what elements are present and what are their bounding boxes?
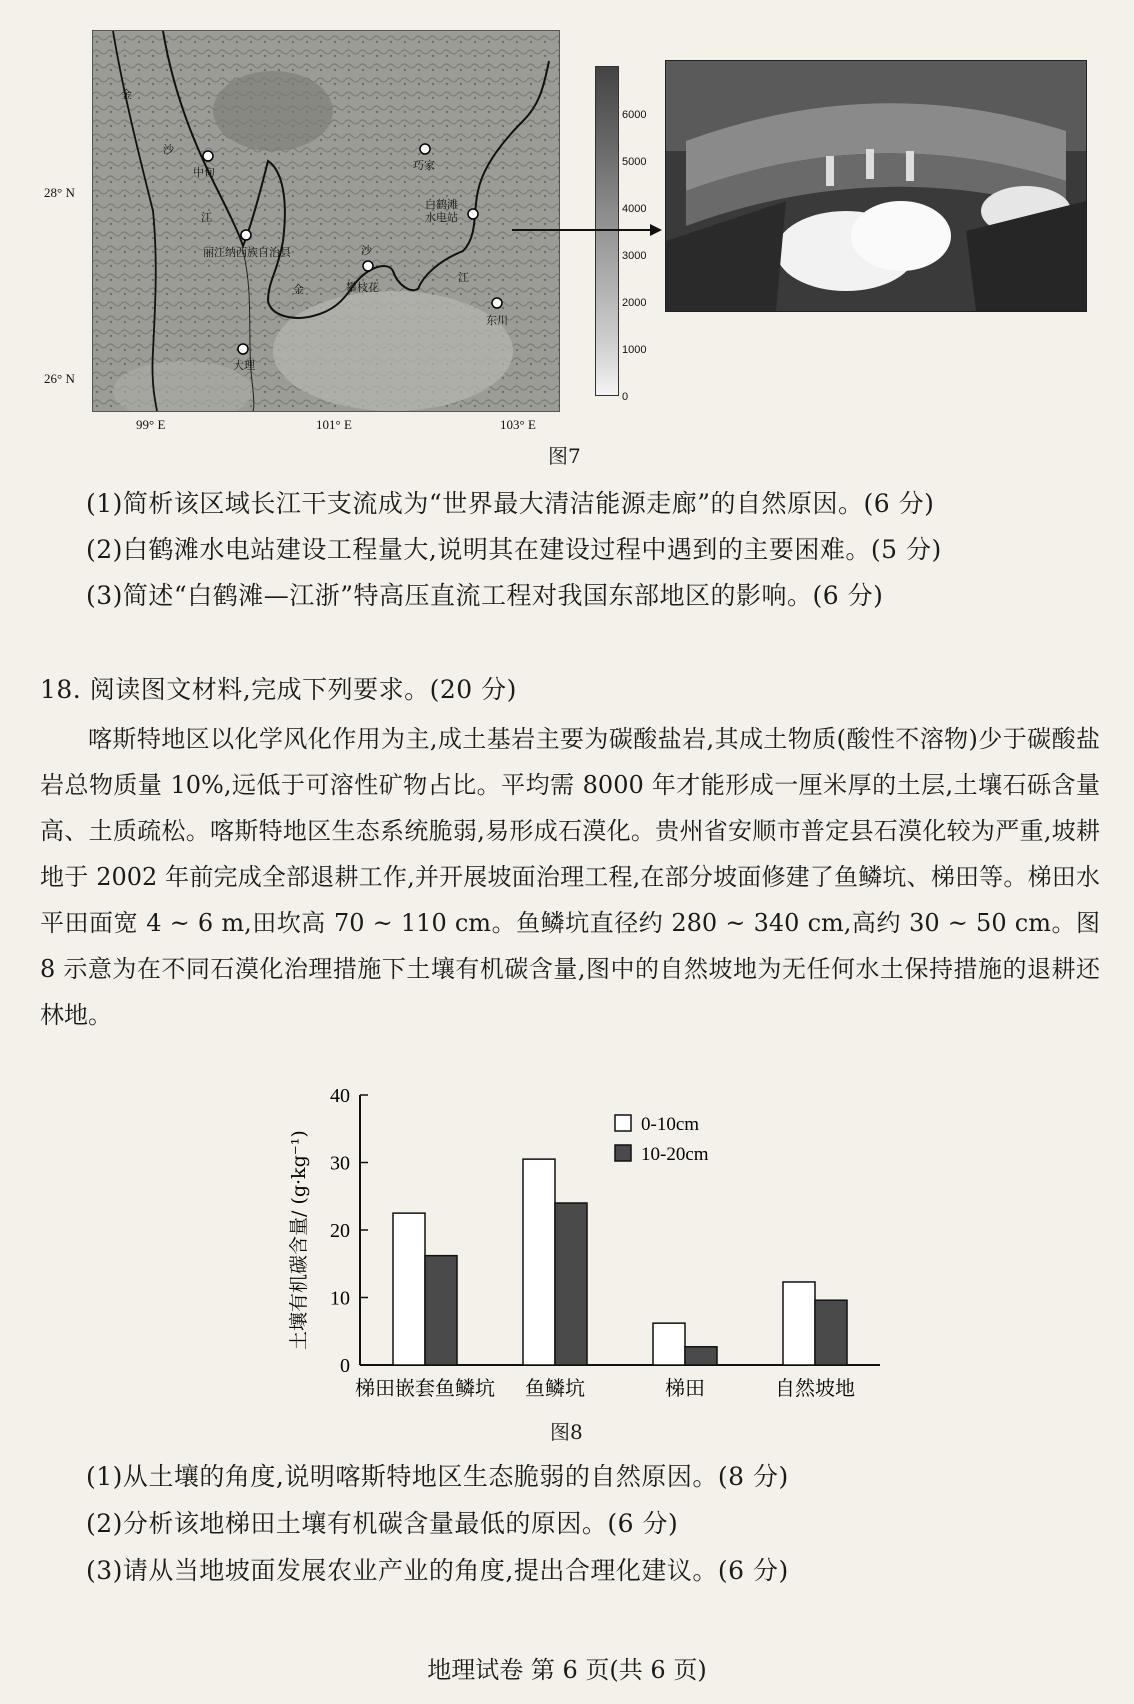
question-17-2: (2)白鹤滩水电站建设工程量大,说明其在建设过程中遇到的主要困难。(5 分) bbox=[86, 535, 942, 564]
y-tick-label: 10 bbox=[330, 1287, 350, 1310]
bar-subsurface bbox=[815, 1300, 847, 1365]
question-17-3: (3)简述“白鹤滩—江浙”特高压直流工程对我国东部地区的影响。(6 分) bbox=[86, 581, 884, 610]
city-marker-panzhihua bbox=[363, 261, 373, 271]
city-marker-dongchuan bbox=[492, 298, 502, 308]
y-tick-label: 20 bbox=[330, 1220, 350, 1242]
material-paragraph: 喀斯特地区以化学风化作用为主,成土基岩主要为碳酸盐岩,其成土物质(酸性不溶物)少于碳酸盐岩总物质量 10%,远低于可溶性矿物占比。平均需 8000 年才能形成一厘米厚的土层,土壤石砾含量高、土质疏松。喀斯特地区生态系统脆弱,易形成石漠化。贵州省安顺市普定县石漠化较为严重,坡耕地于 2002 年前完成全部退耕工作,并开展坡面治理工程,在部分坡面修建了鱼鳞坑、梯田等。梯田水平田面宽 4 ~ 6 m,田坎高 70 ~ 110 cm。鱼鳞坑直径约 280 ~ 340 cm,高约 30 ~ 50 cm。图 8 示意为在不同石漠化治理措施下土壤有机碳含量,图中的自然坡地为无任何水土保持措施的退耕还林地。 bbox=[40, 725, 1100, 1029]
city-marker-baihetan bbox=[468, 209, 478, 219]
city-marker-dali bbox=[238, 344, 248, 354]
elevation-tick: 1000 bbox=[622, 344, 647, 356]
figure7-caption: 图7 bbox=[548, 444, 581, 468]
x-category-label: 梯田嵌套鱼鳞坑 bbox=[355, 1376, 495, 1400]
relief-map bbox=[92, 30, 560, 412]
label-jinsha-1: 金 bbox=[121, 88, 132, 101]
question-18-1: (1)从土壤的角度,说明喀斯特地区生态脆弱的自然原因。(8 分) bbox=[86, 1462, 789, 1491]
map-drawing bbox=[93, 31, 559, 411]
label-baihetan: 白鹤滩 水电站 bbox=[425, 198, 458, 224]
elevation-tick: 5000 bbox=[622, 156, 647, 168]
lat-label-26: 26° N bbox=[44, 371, 75, 386]
legend-label: 0-10cm bbox=[641, 1114, 700, 1135]
bar-subsurface bbox=[555, 1203, 587, 1365]
elevation-tick: 2000 bbox=[622, 297, 647, 309]
label-dongchuan: 东川 bbox=[486, 314, 508, 327]
lon-label-103: 103° E bbox=[500, 417, 536, 432]
label-zhongdian: 中甸 bbox=[193, 166, 215, 179]
city-marker-qiaojia bbox=[420, 144, 430, 154]
city-marker-zhongdian bbox=[203, 151, 213, 161]
bar-surface bbox=[523, 1159, 555, 1365]
bar-surface bbox=[393, 1213, 425, 1365]
page-footer: 地理试卷 第 6 页(共 6 页) bbox=[427, 1656, 707, 1684]
label-lijiang: 丽江纳西族自治县 bbox=[203, 246, 291, 259]
question-18-3: (3)请从当地坡面发展农业产业的角度,提出合理化建议。(6 分) bbox=[86, 1556, 789, 1585]
legend-swatch bbox=[615, 1145, 631, 1161]
question-18-material bbox=[40, 716, 1100, 1038]
label-qiaojia: 巧家 bbox=[413, 159, 435, 172]
x-category-label: 鱼鳞坑 bbox=[525, 1376, 585, 1400]
figure8-caption: 图8 bbox=[550, 1420, 583, 1444]
lon-label-101: 101° E bbox=[316, 417, 352, 432]
elevation-tick: 6000 bbox=[622, 109, 647, 121]
x-category-label: 自然坡地 bbox=[775, 1376, 855, 1400]
x-category-label: 梯田 bbox=[665, 1376, 705, 1400]
lat-label-28: 28° N bbox=[44, 185, 75, 200]
question-17-1: (1)简析该区域长江干支流成为“世界最大清洁能源走廊”的自然原因。(6 分) bbox=[86, 489, 935, 518]
elevation-tick: 4000 bbox=[622, 203, 647, 215]
y-tick-label: 40 bbox=[330, 1085, 350, 1107]
label-jinsha-3: 江 bbox=[201, 211, 212, 224]
label-panzhihua: 攀枝花 bbox=[346, 281, 379, 294]
elevation-tick: 3000 bbox=[622, 250, 647, 262]
label-sha: 沙 bbox=[361, 244, 372, 257]
dam-photo bbox=[665, 60, 1087, 312]
y-tick-label: 30 bbox=[330, 1152, 350, 1175]
question-18-2: (2)分析该地梯田土壤有机碳含量最低的原因。(6 分) bbox=[86, 1509, 679, 1538]
lon-label-99: 99° E bbox=[136, 417, 166, 432]
bar-surface bbox=[783, 1282, 815, 1365]
question-18-heading: 18. 阅读图文材料,完成下列要求。(20 分) bbox=[40, 675, 517, 704]
label-jinsha-2: 沙 bbox=[163, 143, 174, 156]
y-axis-title: 土壤有机碳含量/ (g·kg⁻¹) bbox=[288, 1130, 310, 1350]
legend-label: 10-20cm bbox=[641, 1144, 709, 1165]
soil-carbon-chart bbox=[270, 1040, 910, 1420]
bar-surface bbox=[653, 1323, 685, 1365]
label-jin2: 金 bbox=[293, 283, 304, 296]
elevation-tick: 0 bbox=[622, 391, 629, 403]
bar-subsurface bbox=[685, 1347, 717, 1365]
label-dali: 大理 bbox=[233, 359, 255, 372]
city-marker-lijiang bbox=[241, 230, 251, 240]
bar-subsurface bbox=[425, 1256, 457, 1365]
legend-swatch bbox=[615, 1115, 631, 1131]
arrow-icon bbox=[512, 220, 662, 240]
y-tick-label: 0 bbox=[340, 1355, 350, 1377]
label-jiang: 江 bbox=[458, 271, 469, 284]
